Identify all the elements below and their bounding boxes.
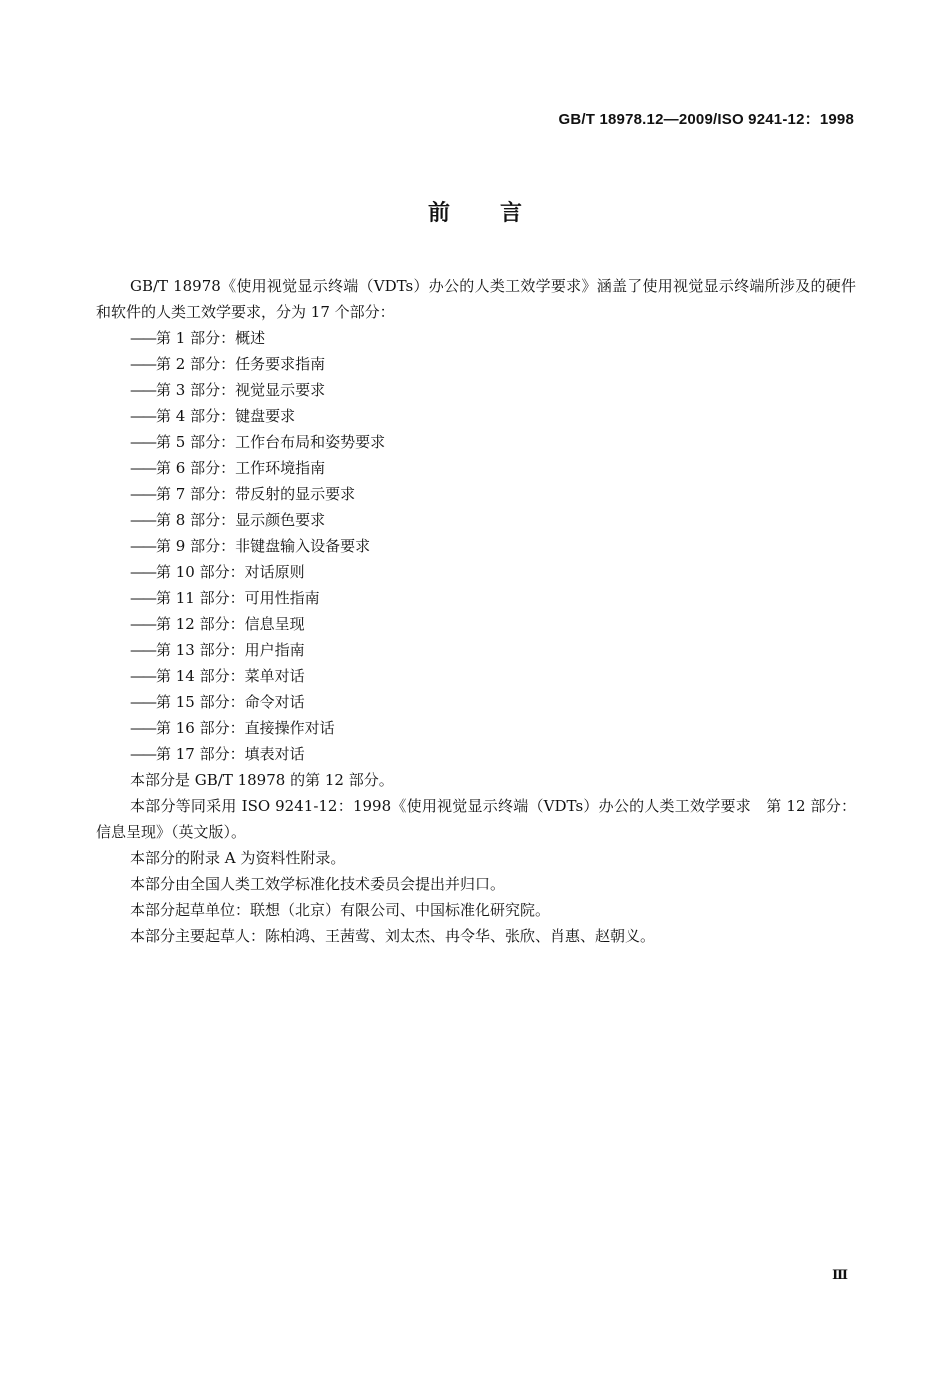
title-char-2: 言 <box>500 201 523 226</box>
part-label: 第 9 部分：非键盘输入设备要求 <box>156 537 371 555</box>
list-item <box>96 455 856 481</box>
part-label: 第 10 部分：对话原则 <box>156 563 305 581</box>
part-label: 第 12 部分：信息呈现 <box>156 615 305 633</box>
paragraph-part-statement: 本部分是 GB/T 18978 的第 12 部分。 <box>130 771 394 789</box>
list-item <box>96 351 856 377</box>
list-item <box>96 715 856 741</box>
list-item <box>96 325 856 351</box>
part-label: 第 5 部分：工作台布局和姿势要求 <box>156 433 386 451</box>
list-item <box>96 741 856 767</box>
list-item <box>96 533 856 559</box>
list-item <box>96 689 856 715</box>
paragraph-annex: 本部分的附录 A 为资料性附录。 <box>130 849 346 867</box>
dash: —— <box>130 667 154 685</box>
dash: —— <box>130 615 154 633</box>
foreword-body <box>96 273 856 949</box>
dash: —— <box>130 537 154 555</box>
title-char-1: 前 <box>427 201 450 226</box>
part-label: 第 1 部分：概述 <box>156 329 266 347</box>
list-item <box>96 429 856 455</box>
part-label: 第 14 部分：菜单对话 <box>156 667 305 685</box>
dash: —— <box>130 433 154 451</box>
intro-paragraph: GB/T 18978《使用视觉显示终端（VDTs）办公的人类工效学要求》涵盖了使用视觉显示终端所涉及的硬件和软件的人类工效学要求，分为 17 个部分： <box>96 277 856 321</box>
part-label: 第 7 部分：带反射的显示要求 <box>156 485 356 503</box>
part-label: 第 15 部分：命令对话 <box>156 693 305 711</box>
list-item <box>96 637 856 663</box>
dash: —— <box>130 355 154 373</box>
part-label: 第 4 部分：键盘要求 <box>156 407 296 425</box>
dash: —— <box>130 563 154 581</box>
page-number: Ⅲ <box>832 1268 848 1283</box>
parts-list <box>96 325 856 767</box>
dash: —— <box>130 641 154 659</box>
list-item <box>96 559 856 585</box>
dash: —— <box>130 511 154 529</box>
list-item <box>96 585 856 611</box>
paragraph-proposer: 本部分由全国人类工效学标准化技术委员会提出并归口。 <box>130 875 506 893</box>
dash: —— <box>130 719 154 737</box>
dash: —— <box>130 381 154 399</box>
part-label: 第 11 部分：可用性指南 <box>156 589 320 607</box>
list-item <box>96 663 856 689</box>
part-label: 第 2 部分：任务要求指南 <box>156 355 326 373</box>
list-item <box>96 507 856 533</box>
part-label: 第 13 部分：用户指南 <box>156 641 305 659</box>
list-item <box>96 377 856 403</box>
part-label: 第 3 部分：视觉显示要求 <box>156 381 326 399</box>
part-label: 第 17 部分：填表对话 <box>156 745 305 763</box>
dash: —— <box>130 485 154 503</box>
list-item <box>96 403 856 429</box>
dash: —— <box>130 459 154 477</box>
dash: —— <box>130 693 154 711</box>
part-label: 第 6 部分：工作环境指南 <box>156 459 326 477</box>
paragraph-drafters: 本部分主要起草人：陈柏鸿、王茜莺、刘太杰、冉令华、张欣、肖惠、赵朝义。 <box>130 927 656 945</box>
dash: —— <box>130 745 154 763</box>
standard-code-header: GB/T 18978.12—2009/ISO 9241-12：1998 <box>558 111 854 128</box>
paragraph-adoption: 本部分等同采用 ISO 9241-12：1998《使用视觉显示终端（VDTs）办公的人类工效学要求 第 12 部分：信息呈现》（英文版）。 <box>96 797 856 841</box>
dash: —— <box>130 407 154 425</box>
dash: —— <box>130 589 154 607</box>
part-label: 第 16 部分：直接操作对话 <box>156 719 335 737</box>
part-label: 第 8 部分：显示颜色要求 <box>156 511 326 529</box>
list-item <box>96 611 856 637</box>
list-item <box>96 481 856 507</box>
paragraph-drafting-units: 本部分起草单位：联想（北京）有限公司、中国标准化研究院。 <box>130 901 551 919</box>
dash: —— <box>130 329 154 347</box>
page-title <box>0 196 950 227</box>
